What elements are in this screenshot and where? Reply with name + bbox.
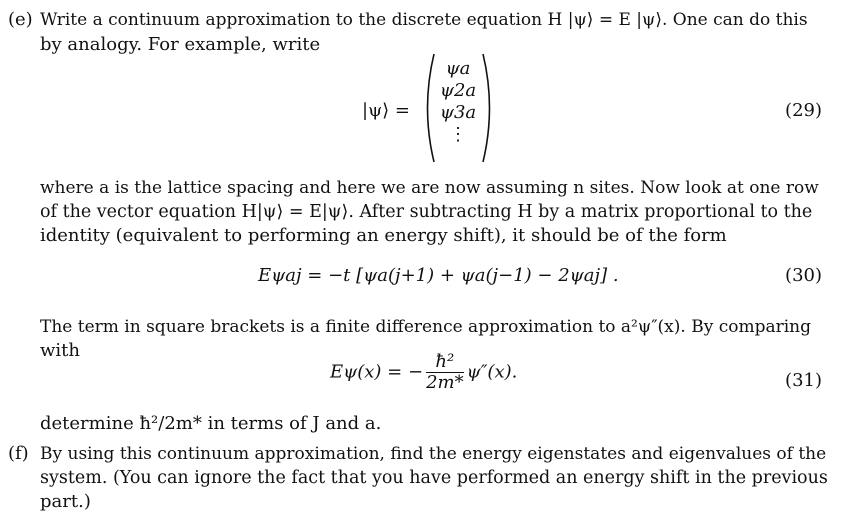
- eq31-numerator: ħ²: [426, 352, 464, 373]
- part-f-line-1: By using this continuum approximation, find the energy eigenstates and eigenvalues of the: [40, 444, 827, 464]
- part-f-line-3: part.): [40, 491, 91, 512]
- eq31-body: [330, 352, 517, 393]
- para-e3-line-2: with: [40, 340, 80, 361]
- vector-entry: ψa: [445, 58, 471, 79]
- para-e2-line-3: identity (equivalent to performing an energy shift), it should be of the form: [40, 225, 727, 246]
- left-paren-icon: [419, 52, 437, 164]
- eq29-lhs: |ψ⟩ =: [362, 100, 411, 121]
- eq30-number: (30): [785, 265, 822, 286]
- eq30-body: Eψaj = −t [ψa(j+1) + ψa(j−1) − 2ψaj] .: [258, 265, 619, 286]
- vector-entry: ⋮: [449, 124, 467, 145]
- eq29-number: (29): [785, 100, 822, 121]
- eq31-rhs: ψ″(x).: [466, 361, 518, 383]
- eq29-vector: [436, 58, 480, 146]
- eq31-lhs: Eψ(x) = −: [330, 361, 424, 383]
- para-e2-line-2: of the vector equation H|ψ⟩ = E|ψ⟩. After subtracting H by a matrix proportional to the: [40, 202, 813, 222]
- vector-entry: ψ2a: [439, 80, 477, 101]
- right-paren-icon: [480, 52, 498, 164]
- para-e3-line-1: The term in square brackets is a finite difference approximation to a²ψ″(x). By comparing: [40, 317, 812, 337]
- part-e-label: (e): [8, 9, 33, 30]
- para-e2-line-1: where a is the lattice spacing and here we are now assuming n sites. Now look at one row: [40, 178, 819, 198]
- vector-entry: ψ3a: [439, 102, 477, 123]
- part-e-line-1: Write a continuum approximation to the discrete equation H |ψ⟩ = E |ψ⟩. One can do this: [40, 10, 808, 30]
- part-e-line-2: by analogy. For example, write: [40, 34, 321, 55]
- part-f-line-2: system. (You can ignore the fact that you have performed an energy shift in the previous: [40, 468, 828, 488]
- eq31-fraction: [426, 352, 464, 393]
- eq31-number: (31): [785, 370, 822, 391]
- para-e4-line-1: determine ħ²/2m* in terms of J and a.: [40, 413, 382, 434]
- eq31-denominator: 2m*: [426, 372, 464, 393]
- part-f-label: (f): [8, 443, 29, 464]
